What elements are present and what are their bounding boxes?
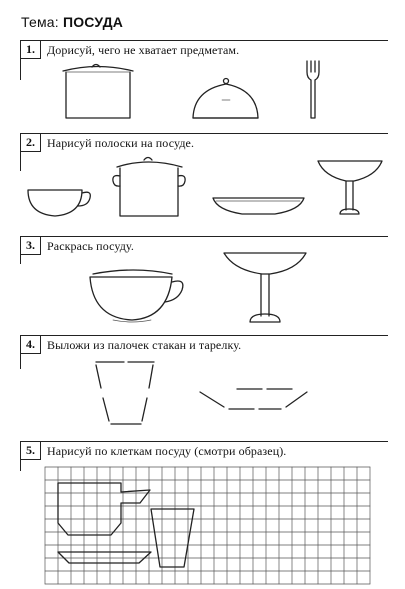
task-text: Дорисуй, чего не хватает предметам. xyxy=(47,43,240,57)
task-text: Нарисуй полоски на посуде. xyxy=(47,136,195,150)
title-topic: ПОСУДА xyxy=(62,14,124,30)
task-text: Раскрась посуду. xyxy=(47,239,134,253)
title-prefix: Тема: xyxy=(21,14,59,30)
task-number: 2. xyxy=(20,133,41,152)
task-text: Выложи из палочек стакан и тарелку. xyxy=(47,338,242,352)
task-number: 3. xyxy=(20,236,41,255)
task-number: 5. xyxy=(20,441,41,460)
sample-plate xyxy=(58,552,151,563)
task-number: 4. xyxy=(20,335,41,354)
grid-lines xyxy=(45,467,370,584)
task-text: Нарисуй по клеткам посуду (смотри образец). xyxy=(47,444,287,458)
task-number: 1. xyxy=(20,40,41,59)
